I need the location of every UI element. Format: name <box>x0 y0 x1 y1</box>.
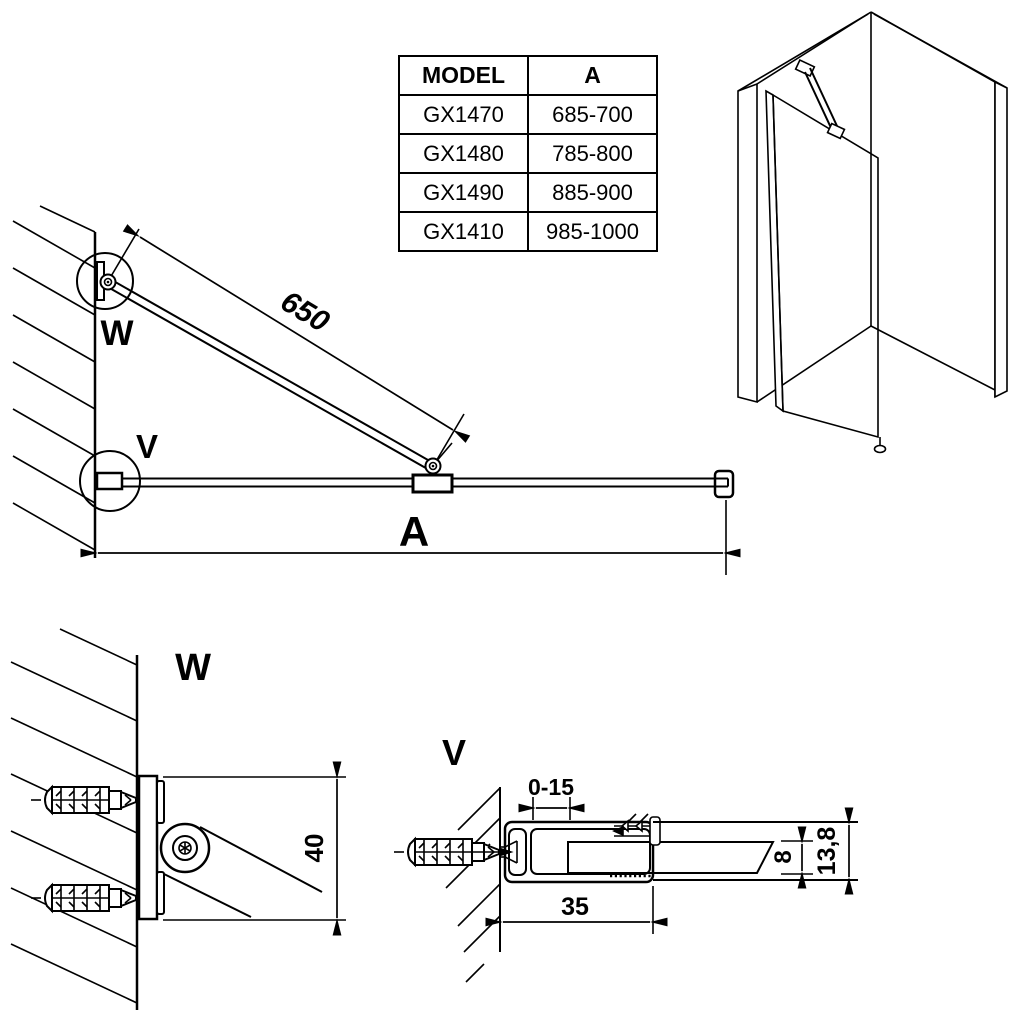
wall-hatching <box>13 206 95 550</box>
glass-foot-3d <box>875 437 886 453</box>
cell-a: 885-900 <box>528 173 657 212</box>
wall-hatching-v <box>446 788 500 982</box>
dim-13-8-label: 13,8 <box>813 826 841 876</box>
detail-marker-w <box>77 253 134 353</box>
glass-clamp <box>413 443 452 492</box>
isometric-view <box>738 12 1007 453</box>
glass-plan-line <box>97 473 709 489</box>
dimension-650 <box>110 229 464 463</box>
detail-w-marker-label: W <box>100 314 134 353</box>
detail-w-drawing <box>11 629 346 1010</box>
plan-view-drawing <box>13 206 733 575</box>
model-table <box>398 55 658 252</box>
col-header-model: MODEL <box>399 56 528 95</box>
wall-profile-plan <box>97 473 122 489</box>
detail-marker-v <box>80 428 158 511</box>
dimension-13-8 <box>653 822 858 880</box>
dimension-35 <box>503 886 653 934</box>
table-row <box>399 173 657 212</box>
cell-a: 785-800 <box>528 134 657 173</box>
support-bar-3d <box>796 60 845 138</box>
detail-v-marker-label: V <box>135 428 159 465</box>
detail-w-title: W <box>175 647 211 689</box>
wall-hatching-w <box>11 629 137 1003</box>
detail-v-title: V <box>441 732 467 773</box>
table-row <box>399 134 657 173</box>
cell-model: GX1410 <box>399 212 528 251</box>
dimension-0-15 <box>528 774 574 820</box>
detail-v-drawing <box>394 732 858 982</box>
glass-panel-3d <box>773 95 878 437</box>
dim-a-label: A <box>398 508 430 555</box>
dimension-a <box>98 500 726 575</box>
table-row <box>399 212 657 251</box>
dim-0-15-label: 0-15 <box>527 774 575 800</box>
cell-model: GX1480 <box>399 134 528 173</box>
anchor-screw-bottom <box>31 885 136 911</box>
anchor-screw-top <box>31 787 136 813</box>
cell-a: 985-1000 <box>528 212 657 251</box>
cell-model: GX1470 <box>399 95 528 134</box>
col-header-a: A <box>528 56 657 95</box>
dim-8-label: 8 <box>770 850 797 864</box>
end-bracket <box>709 471 733 497</box>
wall-bracket-w <box>139 776 322 919</box>
dim-650-label: 650 <box>274 284 335 339</box>
table-row <box>399 95 657 134</box>
dim-40-label: 40 <box>299 833 329 863</box>
dim-35-label: 35 <box>561 893 589 921</box>
dimension-8 <box>770 841 813 874</box>
cell-a: 685-700 <box>528 95 657 134</box>
cell-model: GX1490 <box>399 173 528 212</box>
table-header-row <box>399 56 657 95</box>
